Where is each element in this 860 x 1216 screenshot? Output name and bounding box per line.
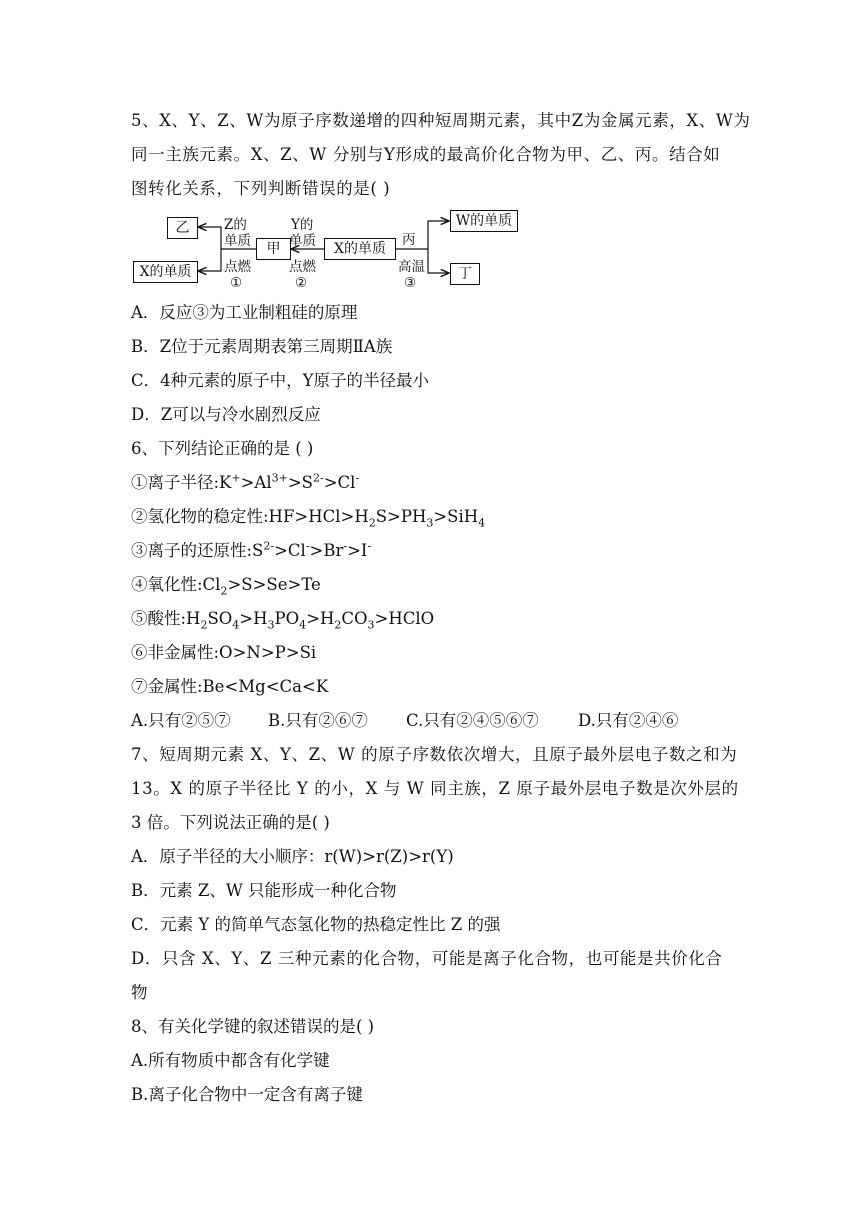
q7-option-a: A．原子半径的大小顺序：r(W)>r(Z)>r(Y) (131, 847, 454, 866)
q5-stem-line-2: 同一主族元素。X、Z、W 分别与Y形成的最高价化合物为甲、乙、丙。结合如 (131, 145, 721, 164)
q6-statement-1: ①离子半径$:K^+>Al^{3+}>S^{2-}>Cl^-$ (131, 471, 360, 492)
box-jia: 甲 (256, 238, 291, 260)
q6-options-row (131, 711, 678, 731)
box-ding: 丁 (450, 263, 480, 285)
q6-statement-7: ⑦金属性:Be<Mg<Ca<K (131, 677, 329, 696)
label-step-2: ② (295, 275, 308, 291)
q8-option-a: A.所有物质中都含有化学键 (131, 1051, 330, 1070)
q6-statement-2: ②氢化物的稳定性$:HF>HCl>H_2S>PH_3>SiH_4$ (131, 507, 486, 530)
q7-stem-line-2: 13。X 的原子半径比 Y 的小，X 与 W 同主族，Z 原子最外层电子数是次外层的 (131, 779, 739, 798)
q6-statement-6: ⑥非金属性:O>N>P>Si (131, 643, 317, 662)
q8-option-b: B.离子化合物中一定含有离子键 (131, 1085, 363, 1104)
q6-statement-4: ④氧化性$:Cl_2>S>Se>Te$ (131, 575, 321, 598)
q7-option-d-line-1: D．只含 X、Y、Z 三种元素的化合物，可能是离子化合物，也可能是共价化合 (131, 949, 723, 968)
label-z-ignite: 点燃 (224, 259, 251, 275)
q6-option-a: A.只有②⑤⑦ (131, 711, 231, 730)
q5-stem-line-3: 图转化关系，下列判断错误的是( ) (131, 179, 391, 198)
box-w-single: W的单质 (450, 210, 518, 232)
box-x-single-mid: X的单质 (324, 238, 396, 260)
q6-option-c: C.只有②④⑤⑥⑦ (406, 711, 539, 730)
label-y-ignite: 点燃 (289, 259, 316, 275)
label-bing: 丙 (402, 232, 416, 248)
label-z-single: 单质 (224, 233, 251, 249)
q6-statement-3: ③离子的还原性$:S^{2-}>Cl^->Br^->I^-$ (131, 539, 372, 560)
q5-option-a: A．反应③为工业制粗硅的原理 (131, 303, 358, 322)
q7-stem-line-1: 7、短周期元素 X、Y、Z、W 的原子序数依次增大，且原子最外层电子数之和为 (131, 745, 738, 764)
q6-statement-5: ⑤酸性$:H_2SO_4>H_3PO_4>H_2CO_3>HClO$ (131, 609, 435, 632)
q7-option-d-line-2: 物 (131, 983, 148, 1002)
q5-option-c: C．4种元素的原子中，Y原子的半径最小 (131, 371, 430, 390)
box-x-single-left: X的单质 (133, 261, 198, 283)
q6-stem: 6、下列结论正确的是 ( ) (131, 439, 314, 458)
label-high-temp: 高温 (398, 259, 425, 275)
q7-option-b: B．元素 Z、W 只能形成一种化合物 (131, 881, 397, 900)
q5-option-b: B．Z位于元素周期表第三周期ⅡA族 (131, 337, 393, 356)
q5-option-d: D．Z可以与冷水剧烈反应 (131, 405, 321, 424)
q5-stem-line-1: 5、X、Y、Z、W为原子序数递增的四种短周期元素，其中Z为金属元素，X、W为 (131, 111, 751, 130)
q6-option-d: D.只有②④⑥ (578, 711, 679, 730)
q6-option-b: B.只有②⑥⑦ (268, 711, 368, 730)
q7-stem-line-3: 3 倍。下列说法正确的是( ) (131, 813, 330, 832)
q8-stem: 8、有关化学键的叙述错误的是( ) (131, 1017, 375, 1036)
q7-option-c: C．元素 Y 的简单气态氢化物的热稳定性比 Z 的强 (131, 915, 501, 934)
q5-transformation-diagram (131, 209, 531, 293)
label-step-3: ③ (404, 275, 417, 291)
label-z-of: Z的 (224, 217, 247, 233)
label-step-1: ① (230, 275, 243, 291)
label-y-of: Y的 (291, 217, 314, 233)
box-yi: 乙 (167, 217, 198, 239)
label-y-single: 单质 (289, 233, 316, 249)
